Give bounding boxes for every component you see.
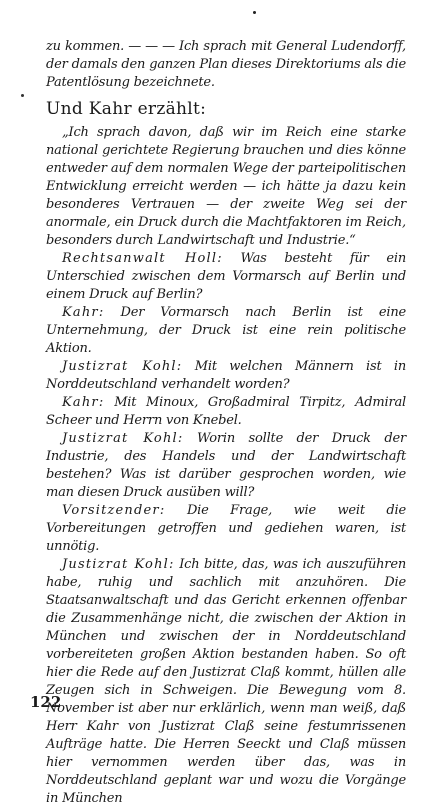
quote-paragraph: „Ich sprach davon, daß wir im Reich eine starke national gerichtete Regierung brauchen und dies könne entweder auf dem normalen Wege der parteipolitischen Entwicklung erreicht werden — ich hätte ja dazu kein besonderes Vertrauen — der zweite Weg sei der anormale, ein Druck durch die Machtfaktoren im Reich, besonders durch Landwirtschaft und Industrie.“ <box>46 125 406 248</box>
exchange-paragraph <box>46 358 406 394</box>
speaker: Rechtsanwalt Holl: <box>62 251 223 266</box>
statement: Mit welchen Männern ist in Norddeutschland verhandelt worden? <box>46 359 407 392</box>
intro-paragraph: zu kommen. — — — Ich sprach mit General Ludendorff, der damals den ganzen Plan dieses Direktoriums als die Patentlösung bezeichnete. <box>46 39 406 90</box>
speaker: Justizrat Kohl: <box>62 431 184 446</box>
ink-speck <box>253 11 256 14</box>
statement: Worin sollte der Druck der Industrie, des Handels und der Landwirtschaft bestehen? Was ist darüber gesprochen worden, wie man diesen Druck ausüben will? <box>46 431 406 500</box>
statement: Ich bitte, das, was ich auszuführen habe, ruhig und sachlich mit anzuhören. Die Staatsanwaltschaft und das Gericht erkennen offenbar die Zusammenhänge nicht, die zwischen der Aktion in München und zwischen der in Norddeutschland vorbereiteten großen Aktion bestanden haben. So oft hier die Rede auf den Justizrat Claß kommt, hüllen alle Zeugen sich in Schweigen. Die Bewegung vom 8. November ist aber nur erklärlich, wenn man weiß, daß Herr Kahr von Justizrat Claß seine festumrissenen Aufträge hatte. Die Herren Seeckt und Claß müssen hier vernommen werden über das, was in Norddeutschland geplant war und wozu die Vorgänge in München <box>46 557 406 806</box>
speaker: Kahr: <box>62 395 105 410</box>
speaker: Vorsitzender: <box>62 503 166 518</box>
exchange-paragraph <box>46 304 406 358</box>
exchange-paragraph <box>46 250 406 304</box>
speaker: Justizrat Kohl: <box>62 557 175 572</box>
speaker: Kahr: <box>62 305 105 320</box>
statement: Der Vormarsch nach Berlin ist eine Unternehmung, der Druck ist eine rein politische Aktion. <box>46 305 406 356</box>
exchange-paragraph <box>46 556 406 808</box>
speaker: Justizrat Kohl: <box>62 359 183 374</box>
exchange-paragraph <box>46 394 406 430</box>
exchange-paragraph <box>46 502 406 556</box>
ink-speck <box>21 94 24 97</box>
statement: Die Frage, wie weit die Vorbereitungen getroffen und gediehen waren, ist unnötig. <box>46 503 406 554</box>
exchange-paragraph <box>46 430 406 502</box>
section-heading: Und Kahr erzählt: <box>46 99 207 119</box>
statement: Was besteht für ein Unterschied zwischen dem Vormarsch auf Berlin und einem Druck auf Berlin? <box>46 251 407 302</box>
page-number: 122 <box>30 693 62 711</box>
body-text <box>46 38 406 808</box>
statement: Mit Minoux, Großadmiral Tirpitz, Admiral Scheer und Herrn von Knebel. <box>46 395 406 428</box>
